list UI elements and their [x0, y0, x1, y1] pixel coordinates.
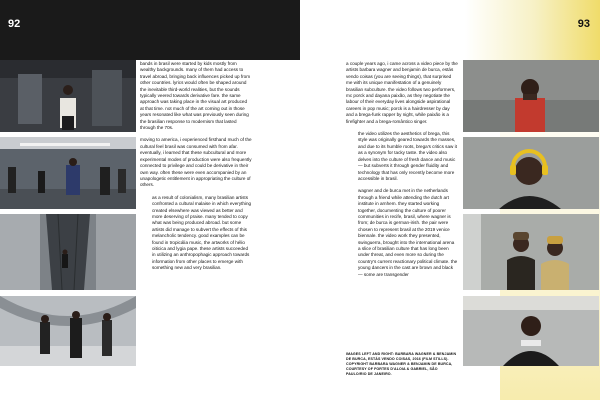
photo-woman-station	[0, 60, 136, 132]
photo-escalator	[0, 214, 136, 290]
photo-group-platform	[0, 296, 136, 366]
right-text-column	[346, 61, 458, 284]
right-paragraph-1: a couple years ago, i came across a video piece by the artists barbara wagner and benjamin de burca, estás vendo coisas (you are seeing things), that surprised me with its unique manifestation of a genuinely brasilian subculture. the video follows two performers, mc porck and dayana paixão, as they negotiate the labour of their everyday lives alongside aspirational careers in pop music; porck is a hairdresser by day and a brega-funk rapper by night, while paixão is a firefighter and a brega-romântico singer.	[346, 61, 458, 124]
left-paragraph-2: moving to america, i experienced firsthand much of the cultural feel brasil was consumed with from afar. eventually, i learned that these subcultural and more experimental modes of production were also frequently connected to privilege and could be derivative in their own way. often these were even accompanied by an unapologetic entitlement in appropriating the culture of others.	[140, 137, 252, 188]
left-paragraph-3: as a result of colonialism, many brasilian artists confronted a cultural malaise in which everything created elsewhere was viewed as better and more deserving of praise. many tended to copy what was being produced abroad. but some artists did manage to subvert the effects of this melancholic tendency. good examples can be found in tropicália music, the artworks of hélio oiticica and lygia pape. these artists succeeded in utilizing an anthropophagic approach towards information from other places to emerge with something new and very brasilian.	[152, 194, 252, 271]
page-number-left: 92	[8, 18, 21, 30]
image-caption: IMAGES LEFT AND RIGHT: BARBARA WAGNER & BENJAMIN DE BURCA, ESTÁS VENDO COISAS, 2016 (FILM STILLS). COPYRIGHT BARBARA WAGNER & BENJAMIN DE BURCA, COURTESY OF FORTES D'ALOIA & GABRIEL, SÃO PAULO/RIO DE JANEIRO.	[346, 352, 457, 376]
photo-woman-red-jacket	[463, 60, 599, 132]
left-paragraph-1: bands in brasil were started by kids mostly from wealthy backgrounds. many of them had access to travel abroad, bringing back influences picked up from other countries. lyrics would often be shaped around the inevitable third-world realities, but the sounds typically veered towards derivative fare. the same approach was taking place in the visual art produced at that time. not much of the art coming out in those years resonated like what was previously seen during the brasilian response to modernism that lasted through the 70s.	[140, 61, 251, 131]
photo-man-tunnel	[463, 296, 599, 366]
left-text-column	[140, 61, 252, 278]
right-paragraph-2: the video utilizes the aesthetics of brega, this style was originally geared towards the masses, and due to its humble roots, brega's critics saw it as a synonym for tacky taste. the video also delves into the culture of fresh dance and music — but subverts it through gender fluidity and technology that has only recently become more accessible in brasil.	[358, 131, 457, 181]
right-paragraph-3: wagner and de burca met in the netherlands through a friend while attending the dutch art institute in arnhem. they started working together, documenting the culture of poorer communities in recife, brasil, where wagner is from; de burca is german-irish. the pair were chosen to represent brasil at the 2019 venice biennale. the video work they presented, swinguerra, brought into the international arena a slice of brasilian culture that has long been under threat, and even more so during the country's current reactionary political climate. the young dancers in the cast are brown and black — some are transgender	[358, 188, 458, 277]
right-gradient-band	[300, 0, 600, 60]
photo-dancers-corridor	[0, 137, 136, 209]
photo-man-yellow-headphones	[463, 137, 599, 209]
photo-two-women-headwraps	[463, 214, 599, 290]
left-dark-band	[0, 0, 300, 60]
page-number-right: 93	[577, 18, 590, 30]
